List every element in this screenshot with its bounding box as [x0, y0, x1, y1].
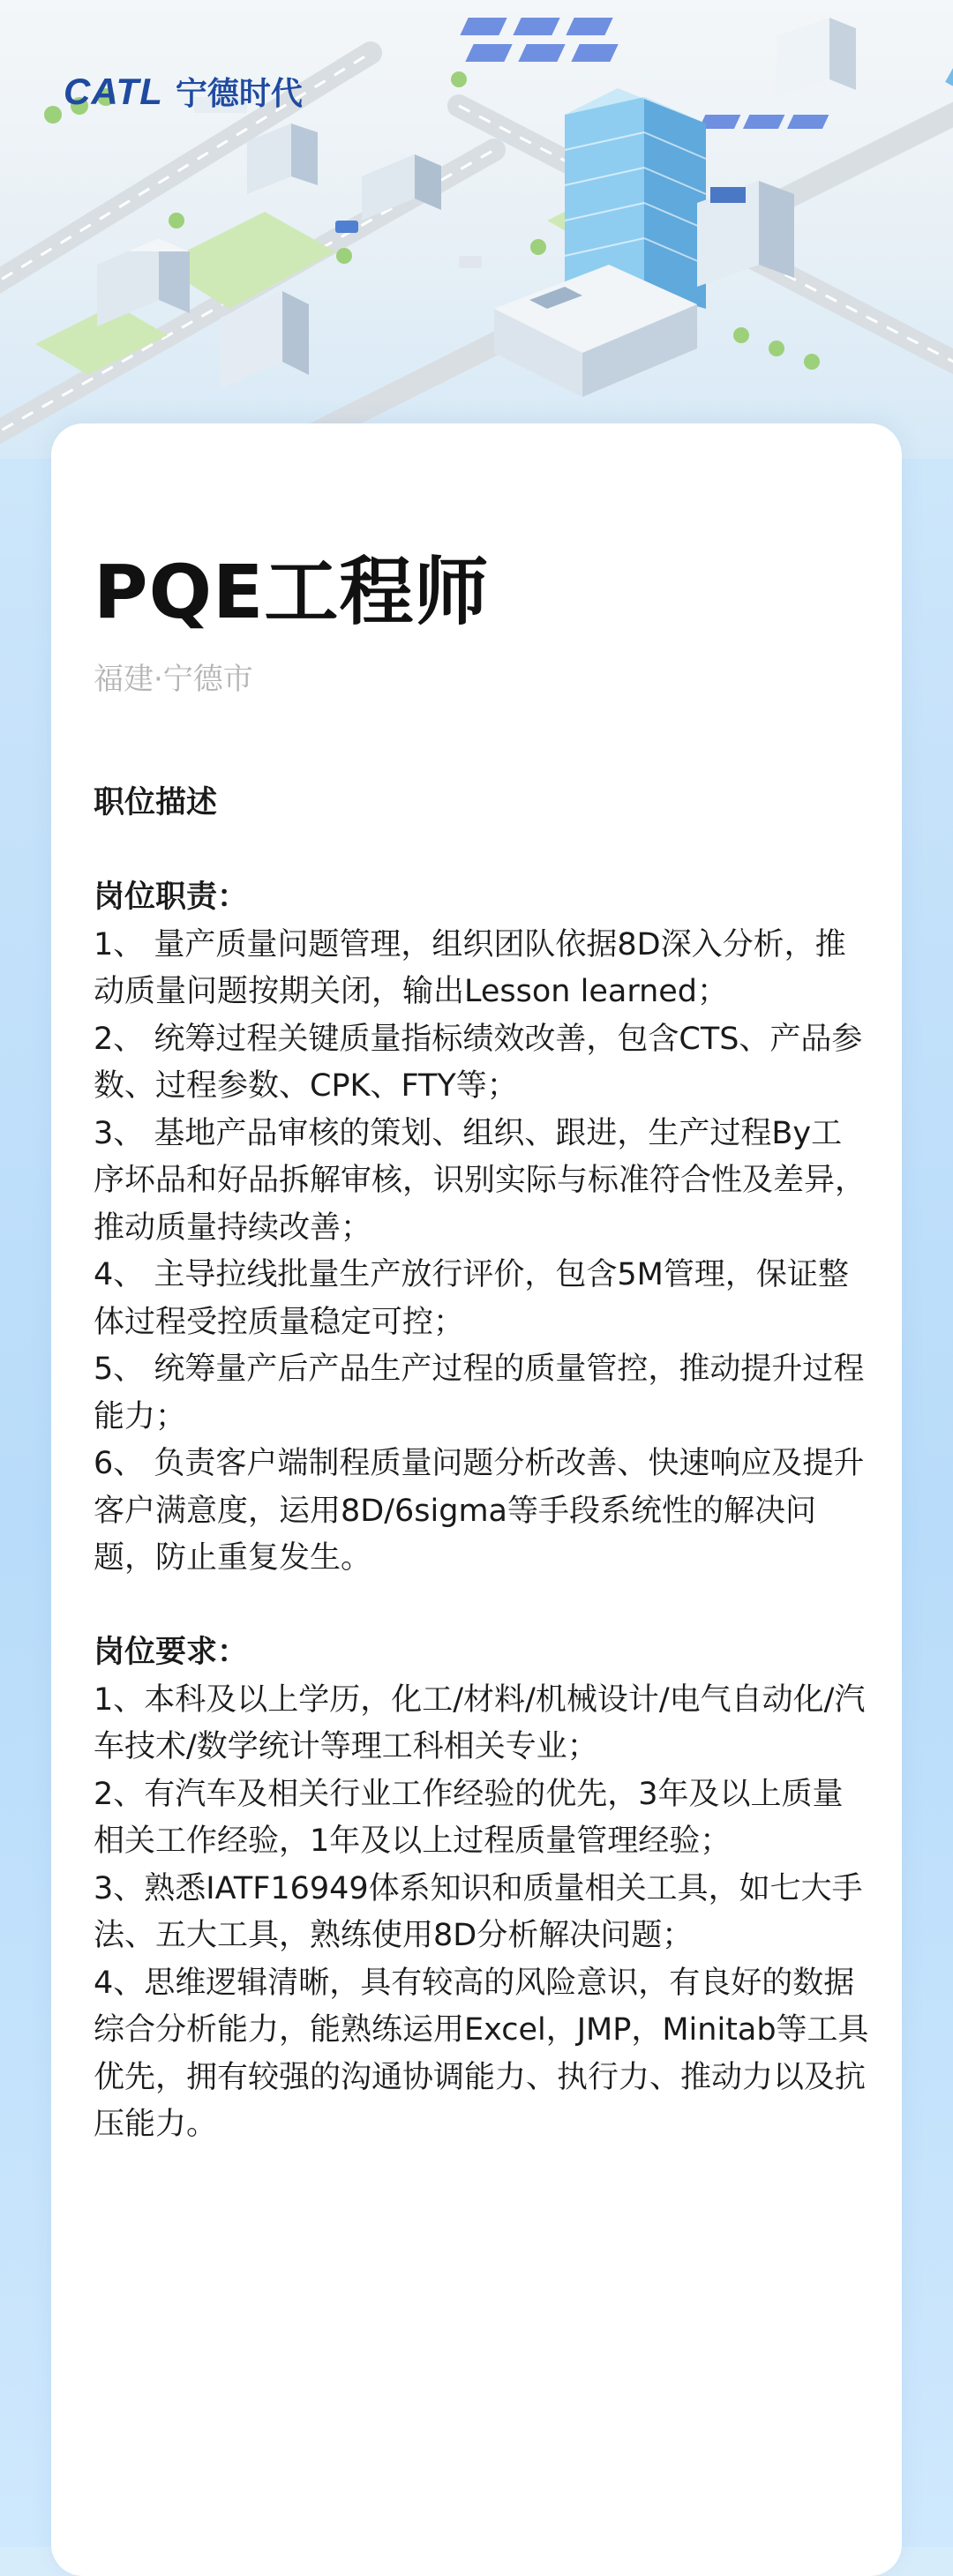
logo-cn-text: 宁德时代: [175, 76, 303, 112]
header-banner: [0, 0, 953, 459]
responsibility-item: 1、 量产质量问题管理，组织团队依据8D深入分析，推动质量问题按期关闭，输出Lesson learned；: [94, 926, 846, 1009]
requirement-item: 1、本科及以上学历，化工/材料/机械设计/电气自动化/汽车技术/数学统计等理工科相关专业；: [94, 1681, 866, 1764]
catl-logo: [64, 69, 303, 114]
requirement-item: 4、思维逻辑清晰，具有较高的风险意识，有良好的数据综合分析能力，能熟练运用Excel，JMP，Minitab等工具优先，拥有较强的沟通协调能力、执行力、推动力以及抗压能力。: [94, 1965, 869, 2142]
responsibility-item: 6、 负责客户端制程质量问题分析改善、快速响应及提升客户满意度，运用8D/6sigma等手段系统性的解决问题，防止重复发生。: [94, 1446, 865, 1576]
responsibilities-heading: 岗位职责：: [94, 880, 249, 915]
section-title: 职位描述: [94, 785, 218, 820]
logo-en-text: CATL: [64, 70, 163, 112]
responsibility-item: 3、 基地产品审核的策划、组织、跟进，生产过程By工序坏品和好品拆解审核，识别实际与标准符合性及差异，推动质量持续改善；: [94, 1115, 867, 1246]
requirement-item: 3、熟悉IATF16949体系知识和质量相关工具，如七大手法、五大工具，熟练使用8D分析解决问题；: [94, 1870, 863, 1953]
requirements-heading: 岗位要求：: [94, 1635, 249, 1670]
job-description: [94, 780, 870, 2149]
responsibility-item: 5、 统筹量产后产品生产过程的质量管控，推动提升过程能力；: [94, 1352, 865, 1434]
job-title: PQE工程师: [94, 549, 490, 635]
job-card: [51, 423, 902, 2576]
requirement-item: 2、有汽车及相关行业工作经验的优先，3年及以上质量相关工作经验，1年及以上过程质量管理经验；: [94, 1776, 844, 1859]
responsibility-item: 4、 主导拉线批量生产放行评价，包含5M管理，保证整体过程受控质量稳定可控；: [94, 1257, 849, 1340]
job-location: 福建·宁德市: [94, 662, 253, 697]
responsibility-item: 2、 统筹过程关键质量指标绩效改善，包含CTS、产品参数、过程参数、CPK、FTY等；: [94, 1021, 863, 1104]
